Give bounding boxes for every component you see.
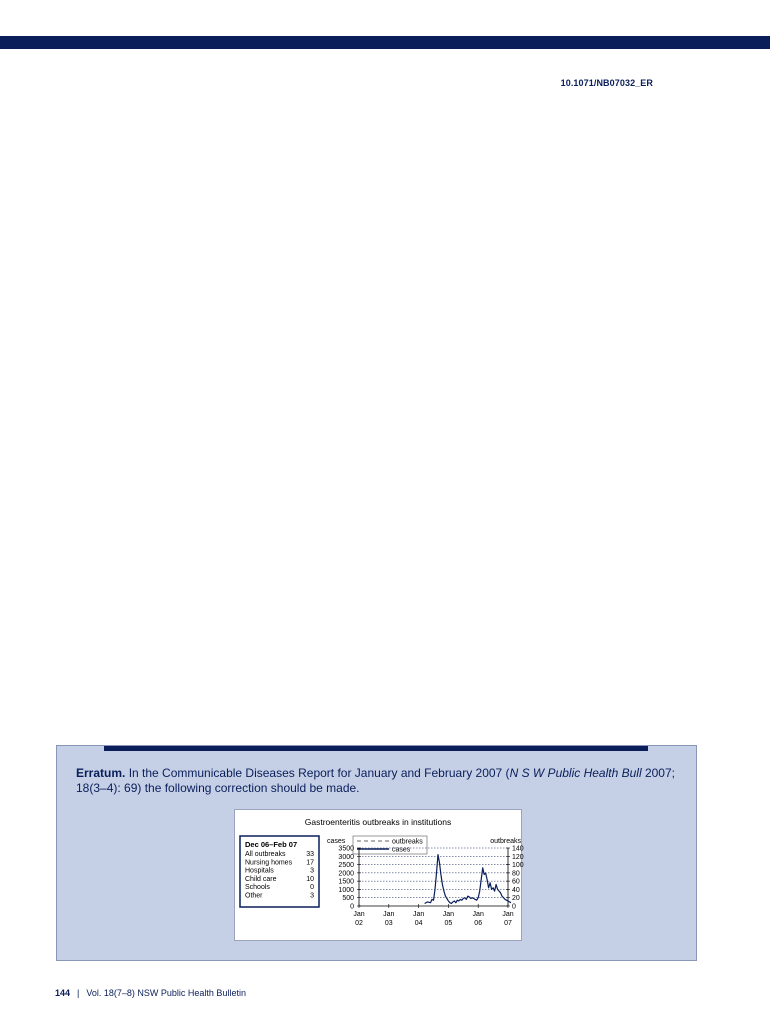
header-bar — [0, 36, 770, 49]
chart-title: Gastroenteritis outbreaks in institutions — [304, 817, 452, 827]
table-row-value: 3 — [310, 867, 314, 875]
erratum-text-before: In the Communicable Diseases Report for January and February 2007 ( — [125, 766, 510, 780]
x-tick-label-month: Jan — [383, 911, 395, 918]
table-row-label: Hospitals — [245, 867, 274, 875]
table-row-value: 10 — [306, 875, 314, 883]
table-row-value: 33 — [306, 851, 314, 858]
y-left-tick-label: 0 — [350, 903, 354, 911]
y-right-label: outbreaks — [490, 838, 521, 845]
doi-label: 10.1071/NB07032_ER — [560, 78, 653, 88]
y-right-tick-label: 60 — [512, 878, 520, 886]
x-tick-label-month: Jan — [442, 911, 455, 918]
x-tick-label-year: 03 — [384, 920, 393, 927]
x-tick-label-year: 02 — [355, 920, 363, 927]
x-tick-label-year: 04 — [414, 920, 423, 927]
y-right-tick-label: 20 — [512, 895, 520, 903]
erratum-box — [56, 745, 697, 961]
chart-svg — [235, 810, 524, 940]
y-right-tick-label: 80 — [512, 870, 520, 878]
page-number: 144 — [55, 988, 71, 998]
table-row-value: 17 — [306, 859, 314, 867]
table-row-label: Child care — [245, 875, 277, 883]
plot-area — [338, 846, 523, 928]
y-left-tick-label: 3500 — [338, 845, 354, 853]
y-left-label: cases — [327, 838, 346, 845]
page-footer — [55, 988, 246, 998]
table-row-label: Schools — [245, 884, 270, 892]
chart-figure — [234, 809, 522, 941]
table-row-value: 0 — [310, 884, 314, 892]
table-row-label: All outbreaks — [245, 851, 286, 858]
x-tick-label-month: Jan — [412, 911, 425, 918]
legend-outbreaks-label: outbreaks — [392, 838, 423, 846]
legend-cases-label: cases — [392, 846, 411, 854]
series-line-cases — [425, 855, 511, 904]
x-tick-label-month: Jan — [353, 911, 365, 918]
table-row-label: Nursing homes — [245, 859, 293, 867]
y-right-tick-label: 120 — [512, 853, 524, 861]
erratum-rule — [104, 746, 648, 751]
y-right-tick-label: 40 — [512, 886, 520, 894]
y-left-tick-label: 500 — [342, 895, 354, 903]
y-left-tick-label: 1000 — [338, 886, 354, 894]
erratum-lead: Erratum. — [76, 766, 126, 780]
erratum-text — [76, 766, 686, 796]
erratum-journal: N S W Public Health Bull — [509, 766, 642, 780]
x-tick-label-year: 06 — [474, 920, 483, 927]
y-left-tick-label: 3000 — [338, 853, 354, 861]
table-row-value: 3 — [310, 892, 314, 900]
y-left-tick-label: 1500 — [338, 878, 354, 886]
table-title: Dec 06–Feb 07 — [245, 840, 298, 849]
x-tick-label-year: 05 — [444, 920, 453, 927]
chart-legend — [353, 836, 427, 854]
y-left-tick-label: 2500 — [338, 862, 354, 870]
table-row-label: Other — [245, 892, 263, 900]
x-tick-label-month: Jan — [472, 911, 484, 918]
y-right-tick-label: 0 — [512, 903, 516, 911]
y-right-tick-label: 100 — [512, 862, 524, 870]
footer-citation: Vol. 18(7–8) NSW Public Health Bulletin — [86, 988, 246, 998]
x-tick-label-month: Jan — [502, 911, 514, 918]
x-tick-label-year: 07 — [504, 920, 512, 927]
erratum-text-after: 2007; 18(3–4): 69) the following correction should be made. — [76, 766, 675, 795]
y-left-tick-label: 2000 — [338, 870, 354, 878]
footer-separator: | — [77, 988, 80, 998]
y-right-tick-label: 140 — [512, 845, 524, 853]
